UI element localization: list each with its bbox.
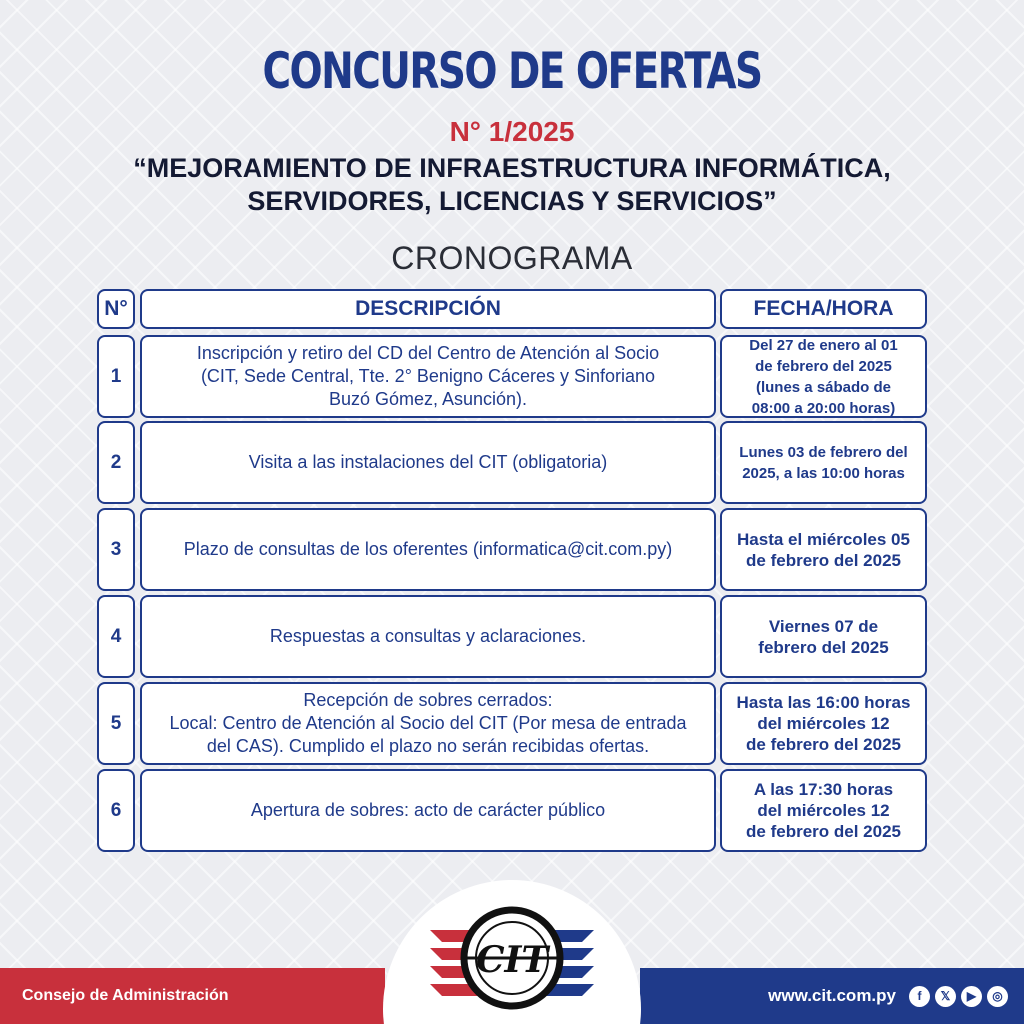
date-line: de febrero del 2025 xyxy=(755,357,892,375)
footer-left-band xyxy=(0,968,385,1024)
subtitle-line: “MEJORAMIENTO DE INFRAESTRUCTURA INFORMÁTICA, xyxy=(133,153,891,183)
row-number: 6 xyxy=(97,769,135,852)
page-title: CONCURSO DE OFERTAS xyxy=(262,42,762,100)
date-line: (lunes a sábado de xyxy=(755,378,892,396)
description-line: (CIT, Sede Central, Tte. 2° Benigno Cáceres y Sinforiano xyxy=(200,366,656,386)
footer-right-band xyxy=(640,968,1024,1024)
row-date xyxy=(720,335,927,418)
date-line: febrero del 2025 xyxy=(758,637,889,657)
row-description xyxy=(140,508,716,591)
date-line: del miércoles 12 xyxy=(757,714,890,733)
description-line: Respuestas a consultas y aclaraciones. xyxy=(269,626,587,646)
row-description xyxy=(140,335,716,418)
description-line: Visita a las instalaciones del CIT (obligatoria) xyxy=(248,452,608,472)
instagram-icon[interactable]: ◎ xyxy=(987,986,1008,1007)
footer-organization: Consejo de Administración xyxy=(22,987,229,1004)
row-date xyxy=(720,769,927,852)
row-number: 3 xyxy=(97,508,135,591)
header-date: FECHA/HORA xyxy=(720,289,927,329)
row-number: 5 xyxy=(97,682,135,765)
date-line: Viernes 07 de xyxy=(768,616,879,636)
description-line: Buzó Gómez, Asunción). xyxy=(328,389,528,409)
description-line: Recepción de sobres cerrados: xyxy=(303,690,553,710)
date-line: de febrero del 2025 xyxy=(746,822,901,841)
row-description xyxy=(140,682,716,765)
facebook-icon[interactable]: f xyxy=(909,986,930,1007)
row-number: 2 xyxy=(97,421,135,504)
date-line: Hasta el miércoles 05 xyxy=(737,529,910,549)
tender-number: N° 1/2025 xyxy=(449,116,575,147)
logo-letters: CIT xyxy=(475,939,549,981)
date-line: de febrero del 2025 xyxy=(746,735,901,754)
date-line: del miércoles 12 xyxy=(757,801,890,820)
date-line: 2025, a las 10:00 horas xyxy=(742,464,905,482)
website-link[interactable]: www.cit.com.py xyxy=(768,986,896,1005)
row-number: 4 xyxy=(97,595,135,678)
date-line: Del 27 de enero al 01 xyxy=(749,336,898,354)
description-line: Inscripción y retiro del CD del Centro de Atención al Socio xyxy=(196,343,660,363)
row-number: 1 xyxy=(97,335,135,418)
description-line: Plazo de consultas de los oferentes (informatica@cit.com.py) xyxy=(183,539,673,559)
date-line: Lunes 03 de febrero del xyxy=(739,443,908,461)
row-description xyxy=(140,769,716,852)
cit-logo xyxy=(422,902,602,1012)
date-line: Hasta las 16:00 horas xyxy=(736,693,911,712)
x-icon[interactable]: 𝕏 xyxy=(935,986,956,1007)
header-description: DESCRIPCIÓN xyxy=(140,289,716,329)
date-line: 08:00 a 20:00 horas) xyxy=(751,399,896,417)
header-number: N° xyxy=(97,289,135,329)
section-title: CRONOGRAMA xyxy=(391,240,633,276)
row-date xyxy=(720,682,927,765)
date-line: de febrero del 2025 xyxy=(746,550,901,570)
youtube-icon[interactable]: ▶ xyxy=(961,986,982,1007)
description-line: Local: Centro de Atención al Socio del CIT (Por mesa de entrada xyxy=(169,713,687,733)
description-line: del CAS). Cumplido el plazo no serán recibidas ofertas. xyxy=(206,736,650,756)
tender-subtitle xyxy=(0,152,1024,218)
row-date xyxy=(720,595,927,678)
description-line: Apertura de sobres: acto de carácter público xyxy=(250,800,606,820)
row-description xyxy=(140,595,716,678)
row-description xyxy=(140,421,716,504)
date-line: A las 17:30 horas xyxy=(753,780,894,799)
subtitle-line: SERVIDORES, LICENCIAS Y SERVICIOS” xyxy=(247,186,777,216)
row-date xyxy=(720,508,927,591)
row-date xyxy=(720,421,927,504)
